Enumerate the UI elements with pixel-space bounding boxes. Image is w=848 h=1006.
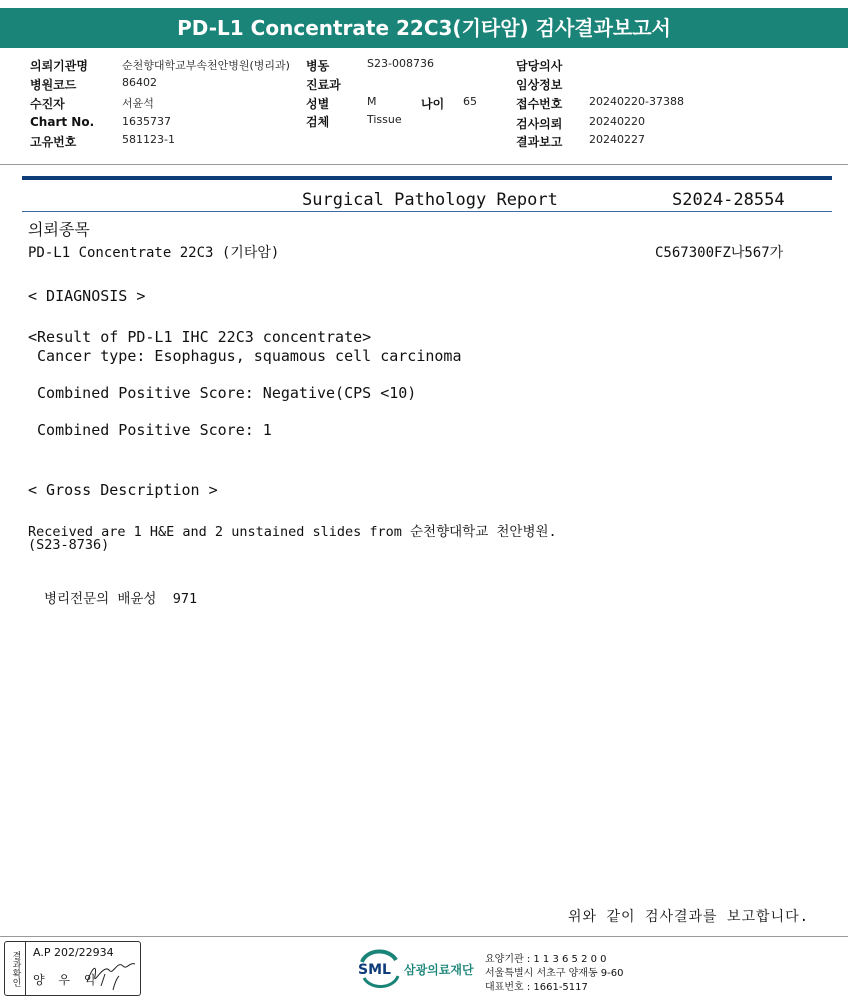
ap-number: A.P 202/22934 <box>33 946 114 959</box>
report-heading-rule <box>22 211 832 212</box>
report-conclusion: 위와 같이 검사결과를 보고합니다. <box>568 909 810 925</box>
gross-reference: (S23-8736) <box>28 537 110 553</box>
report-date-value: 20240227 <box>589 133 645 146</box>
test-code: C567300FZ나567가 <box>655 245 784 261</box>
sex-label: 성별 <box>306 97 330 111</box>
org-phone: 대표번호 : 1661-5117 <box>485 982 588 993</box>
institution-label: 의뢰기관명 <box>30 59 88 73</box>
signature-box <box>4 941 141 996</box>
request-label: 검사의뢰 <box>516 117 563 131</box>
age-value: 65 <box>463 95 477 108</box>
ward-value: S23-008736 <box>367 57 434 70</box>
footer-divider <box>0 936 848 937</box>
unique-value: 581123-1 <box>122 133 175 146</box>
diagnosis-heading: < DIAGNOSIS > <box>28 287 146 305</box>
hospital-code-value: 86402 <box>122 76 157 89</box>
specimen-label: 검체 <box>306 115 330 129</box>
cancer-type: Cancer type: Esophagus, squamous cell carcinoma <box>28 347 462 365</box>
cps-result: Combined Positive Score: Negative(CPS <10) <box>28 384 417 402</box>
patient-label: 수진자 <box>30 97 65 111</box>
logo-text: SML <box>358 962 391 978</box>
cps-score: Combined Positive Score: 1 <box>28 421 272 439</box>
sex-value: M <box>367 95 377 108</box>
signature-icon <box>83 956 138 992</box>
report-top-rule <box>22 176 832 180</box>
pathologist: 병리전문의 배윤성 971 <box>44 591 198 607</box>
report-heading: Surgical Pathology Report <box>302 190 558 210</box>
report-title-bar: PD-L1 Concentrate 22C3(기타암) 검사결과보고서 <box>0 8 848 48</box>
specimen-value: Tissue <box>367 113 402 126</box>
org-address: 서울특별시 서초구 양재동 9-60 <box>485 968 624 979</box>
ward-label: 병동 <box>306 59 330 73</box>
gross-heading: < Gross Description > <box>28 481 218 499</box>
doctor-label: 담당의사 <box>516 59 563 73</box>
hospital-code-label: 병원코드 <box>30 78 77 92</box>
report-number: S2024-28554 <box>672 190 785 210</box>
receipt-value: 20240220-37388 <box>589 95 684 108</box>
patient-value: 서윤석 <box>122 97 154 110</box>
age-label: 나이 <box>421 97 445 111</box>
result-heading: <Result of PD-L1 IHC 22C3 concentrate> <box>28 328 372 346</box>
sml-logo-icon <box>356 948 402 988</box>
report-date-label: 결과보고 <box>516 135 563 149</box>
receipt-label: 접수번호 <box>516 97 563 111</box>
chart-value: 1635737 <box>122 115 171 128</box>
test-name: PD-L1 Concentrate 22C3 (기타암) <box>28 245 280 261</box>
department-label: 진료과 <box>306 78 341 92</box>
chart-label: Chart No. <box>30 115 95 129</box>
unique-label: 고유번호 <box>30 135 77 149</box>
header-divider <box>0 164 848 165</box>
signer-name: 양 우 익 <box>33 973 101 987</box>
section-label: 의뢰종목 <box>28 220 90 239</box>
org-code: 요양기관 : 1 1 3 6 5 2 0 0 <box>485 954 607 965</box>
institution-value: 순천향대학교부속천안병원(병리과) <box>122 59 290 72</box>
org-name: 삼광의료재단 <box>404 963 474 977</box>
request-value: 20240220 <box>589 115 645 128</box>
confirm-label <box>5 942 26 995</box>
confirm-label-text: 결과확인 <box>10 950 21 987</box>
gross-description: Received are 1 H&E and 2 unstained slides from 순천향대학교 천안병원. <box>28 524 557 540</box>
clinical-label: 임상정보 <box>516 78 563 92</box>
